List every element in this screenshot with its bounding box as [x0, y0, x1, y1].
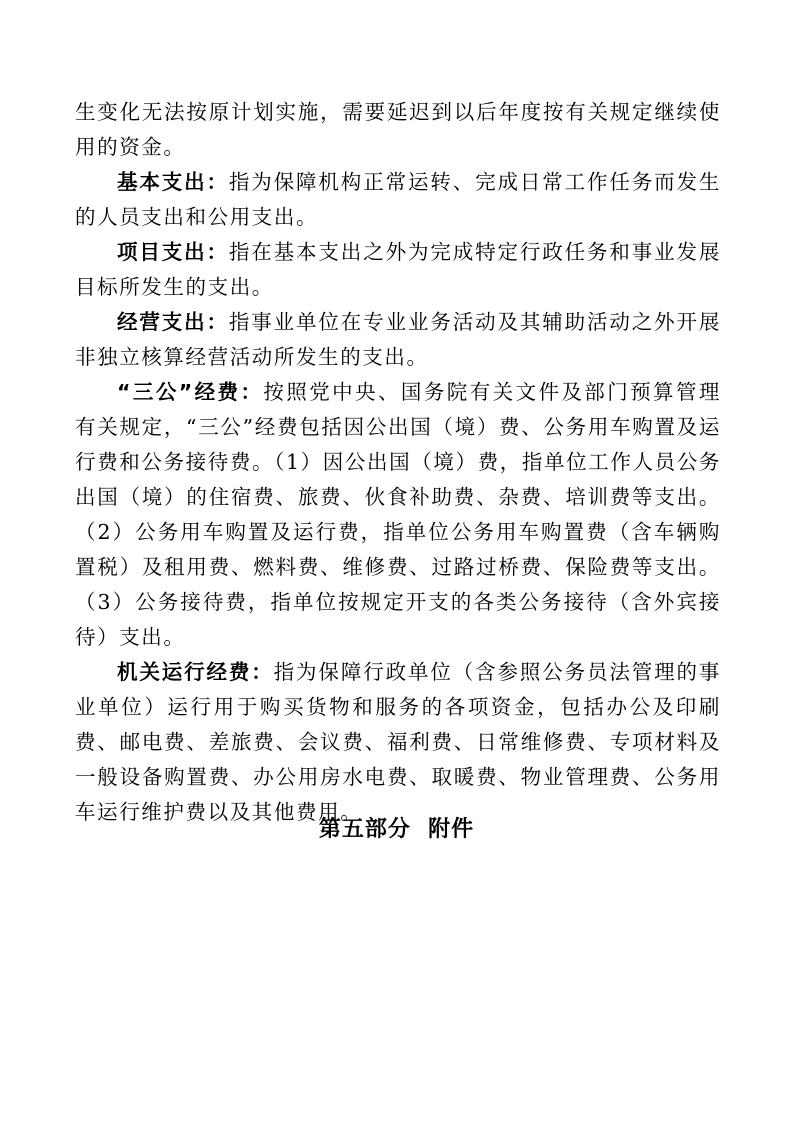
paragraph-term: 经营支出：	[117, 310, 229, 334]
paragraph-term: 基本支出：	[117, 170, 229, 194]
paragraph-term: 项目支出：	[117, 240, 229, 264]
paragraph-basic-expenditure	[75, 165, 721, 235]
document-body	[75, 95, 721, 830]
paragraph-text: 指在基本支出之外为完成特定行政任务和事业发展目标所发生的支出。	[75, 240, 721, 299]
paragraph-continuation	[75, 95, 721, 165]
paragraph-term: 机关运行经费：	[117, 660, 274, 684]
paragraph-text: 指事业单位在专业业务活动及其辅助活动之外开展非独立核算经营活动所发生的支出。	[75, 310, 721, 369]
paragraph-text: 指为保障行政单位（含参照公务员法管理的事业单位）运行用于购买货物和服务的各项资金，包括办公及印刷费、邮电费、差旅费、会议费、福利费、日常维修费、专项材料及一般设备购置费、办公用房水电费、取暖费、物业管理费、公务用车运行维护费以及其他费用。	[75, 660, 722, 824]
paragraph-text: 生变化无法按原计划实施，需要延迟到以后年度按有关规定继续使用的资金。	[75, 100, 721, 159]
paragraph-operating-expenditure	[75, 305, 721, 375]
paragraph-text: 按照党中央、国务院有关文件及部门预算管理有关规定，“三公”经费包括因公出国（境）费、公务用车购置及运行费和公务接待费。（1）因公出国（境）费，指单位工作人员公务出国（境）的住宿费、旅费、伙食补助费、杂费、培训费等支出。（2）公务用车购置及运行费，指单位公务用车购置费（含车辆购置税）及租用费、燃料费、维修费、过路过桥费、保险费等支出。（3）公务接待费，指单位按规定开支的各类公务接待（含外宾接待）支出。	[75, 380, 722, 649]
section-title: 第五部分 附件	[318, 817, 475, 842]
paragraph-term: “三公”经费：	[117, 380, 264, 404]
paragraph-project-expenditure	[75, 235, 721, 305]
paragraph-agency-operating-funds	[75, 655, 721, 830]
paragraph-text: 指为保障机构正常运转、完成日常工作任务而发生的人员支出和公用支出。	[75, 170, 721, 229]
paragraph-three-public-expenses	[75, 375, 721, 655]
